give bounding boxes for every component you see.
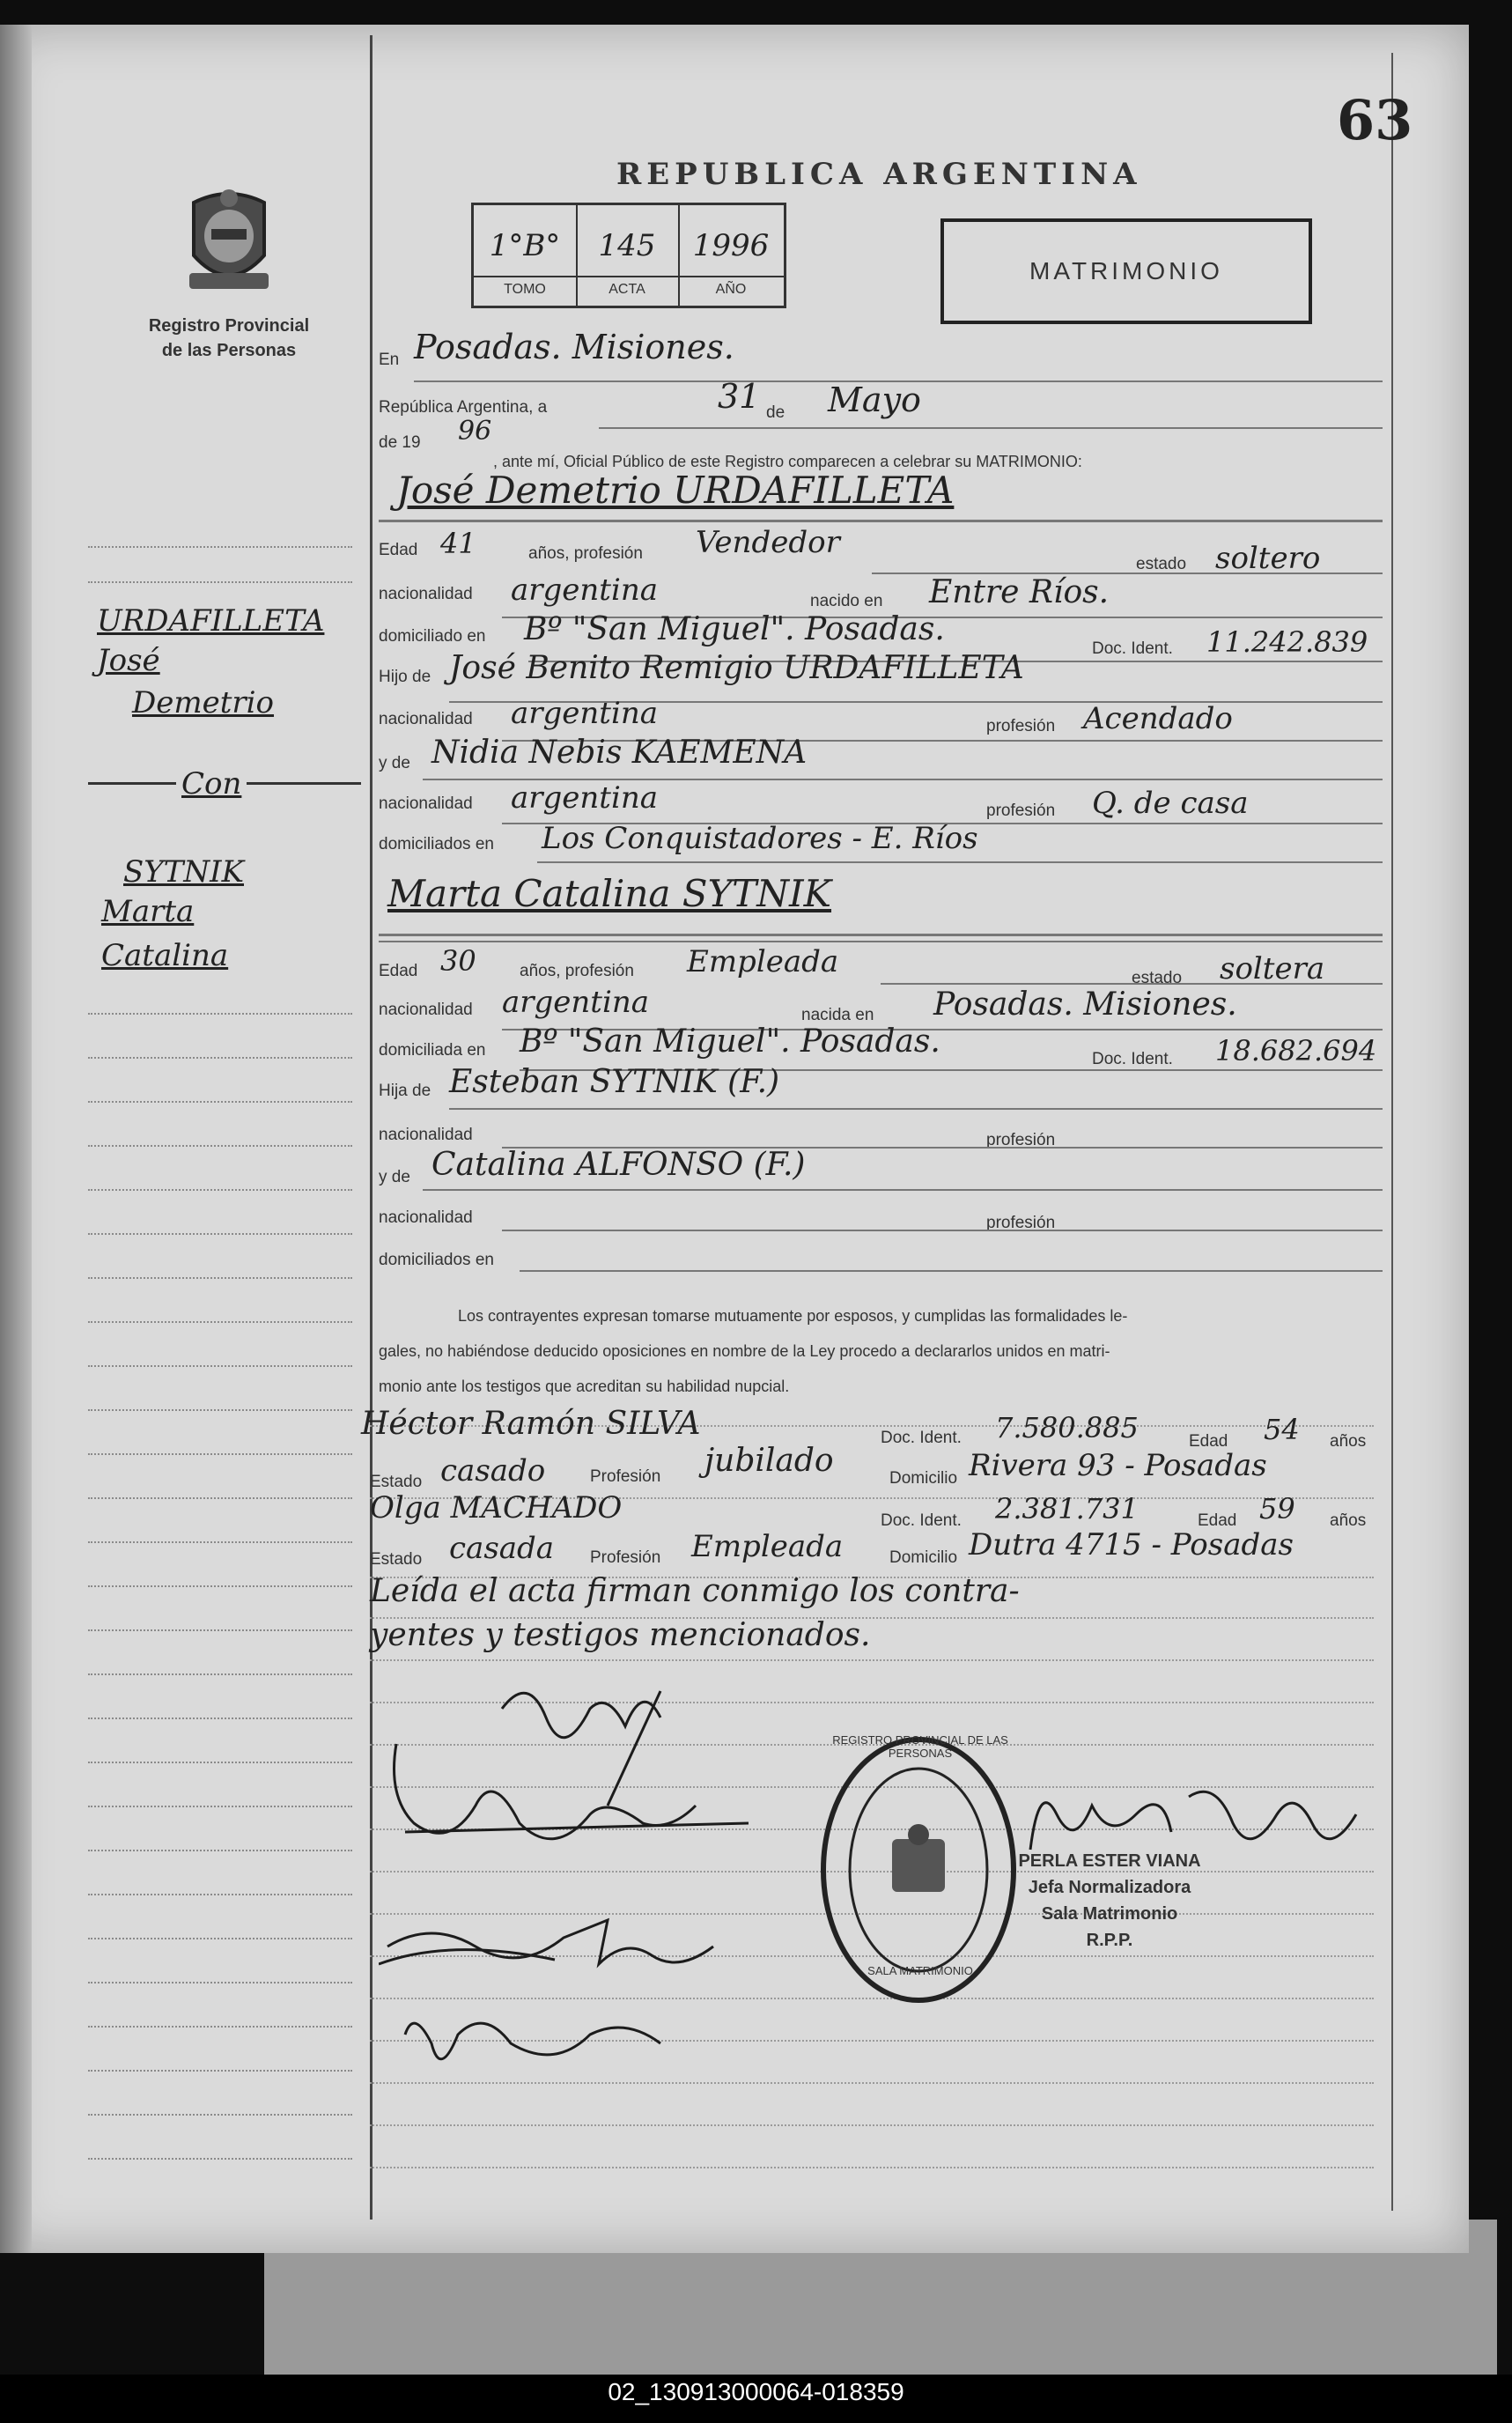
bride-doc-label: Doc. Ident. [1092,1050,1173,1068]
field-line [520,1270,1383,1272]
witness1-doc: 7.580.885 [995,1411,1139,1444]
margin-rule [88,1189,352,1191]
witness1-domicilio: Rivera 93 - Posadas [969,1448,1267,1483]
groom-edad-label: Edad [379,541,418,559]
bride-edad-label: Edad [379,962,418,980]
margin-rule [88,1409,352,1411]
margin-middle-name: Demetrio [132,685,275,720]
margin-rule [88,1806,352,1807]
margin-bride-first: Marta [101,894,195,929]
groom-estado: soltero [1215,541,1321,576]
field-line [537,861,1383,863]
margin-rule [88,1938,352,1939]
acta-value: 145 [598,228,656,263]
witness1-domicilio-label: Domicilio [889,1469,958,1488]
bride-nacida-label: nacida en [801,1006,874,1024]
groom-madre-prof: Q. de casa [1092,786,1249,821]
bride-padre-prof-label: profesión [986,1131,1056,1149]
signature-groom [502,1693,660,1738]
field-line [599,427,1383,429]
bride-profesion: Empleada [687,944,839,979]
official-title2: Sala Matrimonio [1041,1904,1178,1924]
bride-estado: soltera [1220,951,1325,986]
margin-rule [88,2070,352,2072]
bride-madre-prof-label: profesión [986,1214,1056,1232]
margin-rule [88,2026,352,2028]
groom-madre: Nidia Nebis KAEMENA [431,735,808,771]
margin-rule [88,1145,352,1147]
signature-witness2 [405,2023,660,2059]
groom-doc: 11.242.839 [1206,625,1368,659]
groom-doc-label: Doc. Ident. [1092,639,1173,658]
registry-name-line1: Registro Provincial [148,316,310,336]
margin-rule [88,1321,352,1323]
book-spine [0,25,32,2253]
witness1-name: Héctor Ramón SILVA [361,1406,701,1442]
bride-domiciliada-label: domiciliada en [379,1041,486,1060]
groom-padre-prof: Acendado [1083,701,1233,736]
bride-y-de-label: y de [379,1168,410,1186]
margin-rule [88,1762,352,1763]
bride-nacionalidad: argentina [502,985,650,1020]
stamp-inner-text: SALA MATRIMONIO [867,1964,973,1977]
bride-estado-label: estado [1132,969,1183,987]
field-line [881,983,1383,985]
de-label: de [766,403,786,422]
official-block [1004,1848,1215,1954]
witness2-profesion: Empleada [691,1529,844,1564]
place: Posadas. Misiones. [414,328,734,366]
witness2-profesion-label: Profesión [590,1548,661,1567]
field-line [502,1230,1383,1231]
groom-profesion: Vendedor [696,525,840,560]
bride-padre-nac-label: nacionalidad [379,1126,473,1144]
groom-edad: 41 [440,527,476,560]
bride-nacida: Posadas. Misiones. [933,986,1237,1023]
witness2-domicilio-label: Domicilio [889,1548,958,1567]
declaration [379,1298,1383,1404]
witness1-anos-label: años [1330,1432,1367,1451]
acta-label: ACTA [608,282,645,297]
box-divider [474,276,784,277]
bride-hija-label: Hija de [379,1082,431,1100]
bride-anos-profesion-label: años, profesión [520,962,634,980]
month: Mayo [828,380,921,419]
field-line [449,1108,1383,1110]
witness2-doc-label: Doc. Ident. [881,1511,962,1530]
closing-line2: yentes y testigos mencionados. [370,1617,871,1653]
witness2-edad-label: Edad [1198,1511,1237,1530]
witness2-anos-label: años [1330,1511,1367,1530]
margin-first-name: José [97,643,160,678]
field-line [423,1189,1383,1191]
margin-rule [88,1365,352,1367]
en-label: En [379,351,400,369]
bride-name: Marta Catalina SYTNIK [387,872,832,915]
witness2-estado: casada [449,1531,555,1566]
margin-rule [88,1497,352,1499]
official-name: PERLA ESTER VIANA [1018,1851,1201,1871]
year-suffix: 96 [458,416,492,447]
declaration-line2: gales, no habiéndose deducido oposiciones en nombre de la Ley procedo a declararlos unidos en matri- [379,1342,1110,1360]
margin-rule [88,1894,352,1895]
groom-y-de-label: y de [379,754,410,772]
witness2-domicilio: Dutra 4715 - Posadas [969,1527,1294,1562]
groom-domicilio: Bº "San Miguel". Posadas. [524,611,945,647]
bride-madre-nac-label: nacionalidad [379,1208,473,1227]
act-type-box [940,218,1312,324]
intro-text: , ante mí, Oficial Público de este Registro comparecen a celebrar su MATRIMONIO: [493,453,1082,470]
margin-surname: URDAFILLETA [97,603,325,639]
groom-hijo-label: Hijo de [379,668,431,686]
field-line [379,520,1383,522]
groom-nacionalidad-label: nacionalidad [379,585,473,603]
groom-madre-nac: argentina [511,780,659,816]
witness2-name: Olga MACHADO [370,1490,623,1525]
margin-rule [88,1101,352,1103]
groom-name: José Demetrio URDAFILLETA [396,469,955,512]
stamp-outer-text: REGISTRO PROVINCIAL DE LAS PERSONAS [832,1733,1008,1760]
bride-doc: 18.682.694 [1215,1034,1377,1067]
witness1-doc-label: Doc. Ident. [881,1429,962,1447]
year-prefix: de 19 [379,433,421,452]
margin-rule [88,2114,352,2116]
registry-name-line2: de las Personas [161,341,297,360]
groom-padre-nac-label: nacionalidad [379,710,473,728]
margin-rule [88,546,352,548]
right-border [1391,53,1393,2211]
page-rule [370,2167,1374,2168]
witness1-estado: casado [440,1453,546,1489]
margin-bride-second: Catalina [101,938,229,973]
margin-bride-surname: SYTNIK [123,854,244,890]
act-number-box [471,203,786,308]
bride-padre: Esteban SYTNIK (F.) [449,1064,780,1100]
bride-domiciliados-label: domiciliados en [379,1251,494,1269]
margin-rule [88,1629,352,1631]
groom-estado-label: estado [1136,555,1187,573]
field-line [379,934,1383,936]
groom-madre-nac-label: nacionalidad [379,794,473,813]
page-number: 63 [1337,88,1413,152]
file-id: 02_130913000064-018359 [608,2378,904,2405]
groom-padre-prof-label: profesión [986,717,1056,735]
bride-edad: 30 [440,944,476,978]
witness1-edad-label: Edad [1189,1432,1228,1451]
margin-rule [88,1673,352,1675]
groom-domiciliados: Los Conquistadores - E. Ríos [542,821,978,856]
bride-domicilio: Bº "San Miguel". Posadas. [520,1023,940,1060]
margin-rule [88,1850,352,1851]
margin-rule [88,1013,352,1015]
country-title: REPUBLICA ARGENTINA [616,157,1142,192]
declaration-line1: Los contrayentes expresan tomarse mutuamente por esposos, y cumplidas las formalidades le- [458,1307,1128,1325]
declaration-line3: monio ante los testigos que acreditan su habilidad nupcial. [379,1378,790,1395]
margin-rule [88,1453,352,1455]
day: 31 [718,377,761,416]
tomo-value: 1°B° [489,228,561,263]
groom-nacido-label: nacido en [810,592,883,610]
groom-nacido: Entre Ríos. [929,574,1110,610]
field-line [379,941,1383,942]
margin-divider [370,35,372,2220]
coat-of-arms-icon [176,185,282,299]
act-type: MATRIMONIO [1029,257,1223,284]
witness1-estado-label: Estado [370,1473,423,1491]
margin-rule [88,1718,352,1719]
bride-nacionalidad-label: nacionalidad [379,1001,473,1019]
groom-padre-nac: argentina [511,696,659,731]
ano-label: AÑO [715,282,747,297]
official-title3: R.P.P. [1086,1931,1133,1950]
witness1-profesion: jubilado [704,1443,834,1479]
margin-rule [88,1541,352,1543]
margin-rule [88,1277,352,1279]
signatures-drawing [379,1656,837,2149]
witness2-doc: 2.381.731 [995,1492,1139,1525]
closing-line1: Leída el acta firman conmigo los contra- [370,1573,1020,1609]
groom-madre-prof-label: profesión [986,802,1056,820]
registry-name [114,314,343,363]
witness2-estado-label: Estado [370,1550,423,1569]
margin-con: Con [176,766,247,802]
groom-domiciliado-label: domiciliado en [379,627,486,646]
official-title1: Jefa Normalizadora [1028,1878,1191,1897]
margin-rule [88,1057,352,1059]
margin-rule [88,1233,352,1235]
margin-rule [88,581,352,583]
groom-anos-profesion-label: años, profesión [528,544,643,563]
witness1-edad: 54 [1264,1413,1300,1446]
bride-madre: Catalina ALFONSO (F.) [431,1147,806,1183]
groom-nacionalidad: argentina [511,573,659,608]
tomo-label: TOMO [504,282,546,297]
witness1-profesion-label: Profesión [590,1467,661,1486]
margin-rule [88,1585,352,1587]
groom-padre: José Benito Remigio URDAFILLETA [449,650,1024,686]
republica-label: República Argentina, a [379,398,548,417]
groom-domiciliados-label: domiciliados en [379,835,494,853]
witness2-edad: 59 [1259,1492,1295,1525]
margin-rule [88,1982,352,1983]
margin-rule [88,2158,352,2160]
ano-value: 1996 [692,228,770,263]
